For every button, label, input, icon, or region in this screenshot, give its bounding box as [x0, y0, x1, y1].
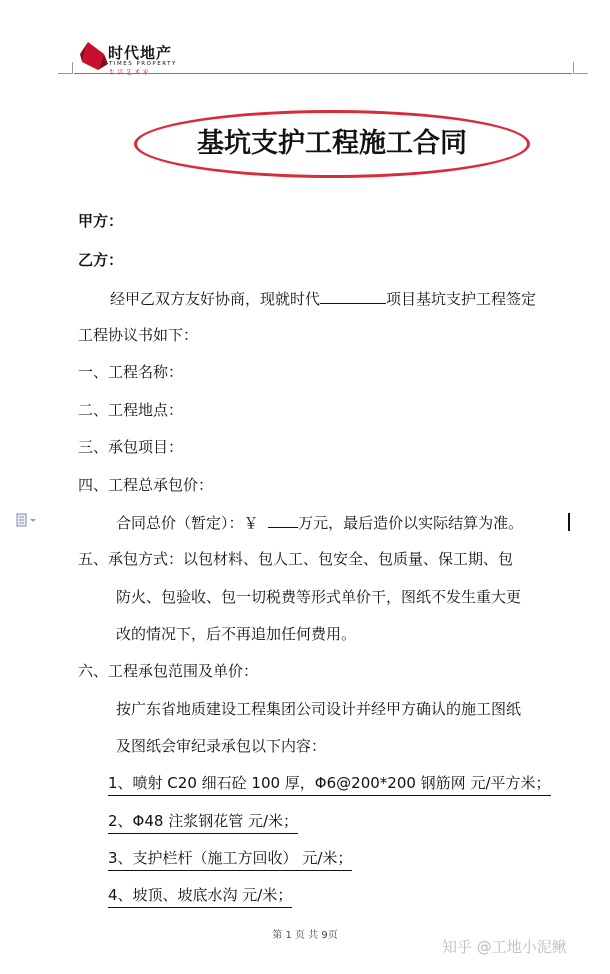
intro-text-1: 经甲乙双方友好协商，现就时代	[110, 290, 321, 308]
scope-item-4	[108, 885, 292, 908]
item-5-line-3: 改的情况下，后不再追加任何费用。	[116, 625, 357, 643]
item-2-project-location: 二、工程地点：	[78, 401, 184, 419]
item-4-total-price: 四、工程总承包价：	[78, 476, 214, 494]
intro-text-2: 项目基坑支护工程签定	[386, 290, 537, 308]
item-3-contract-items: 三、承包项目：	[78, 438, 184, 456]
logo-mark-icon	[78, 40, 112, 74]
scope-item-3	[108, 848, 352, 871]
scope-item-3-text: 3、支护栏杆（施工方回收） 元/米；	[108, 848, 352, 871]
document-title: 基坑支护工程施工合同	[197, 128, 467, 159]
party-a-label: 甲方：	[78, 212, 124, 230]
contract-price-line	[116, 512, 523, 533]
company-logo	[78, 40, 228, 76]
item-5-line-1: 五、承包方式：以包材料、包人工、包安全、包质量、保工期、包	[78, 550, 514, 568]
party-b-label: 乙方：	[78, 251, 124, 269]
item-5-line-2: 防火、包验收、包一切税费等形式单价干，图纸不发生重大更	[116, 588, 522, 606]
margin-corner-right	[573, 62, 588, 74]
scope-item-4-text: 4、坡顶、坡底水沟 元/米；	[108, 885, 292, 908]
intro-line-1	[110, 288, 536, 309]
item-6-paragraph-2: 及图纸会审纪录承包以下内容：	[116, 737, 327, 755]
item-6-paragraph-1: 按广东省地质建设工程集团公司设计并经甲方确认的施工图纸	[116, 700, 522, 718]
text-cursor	[568, 513, 570, 531]
item-6-heading: 六、工程承包范围及单价：	[78, 662, 259, 680]
scope-item-1-text: 1、喷射 C20 细石砼 100 厚，Φ6@200*200 钢筋网 元/平方米；	[108, 773, 551, 796]
header-rule	[74, 73, 572, 74]
page-number-label: 第 1 页 共 9页	[272, 930, 338, 941]
contract-price-text-1: 合同总价（暂定）：￥	[116, 514, 259, 532]
contract-price-text-2: 万元，最后造价以实际结算为准。	[298, 514, 524, 532]
logo-chinese-text: 时代地产	[108, 44, 173, 62]
project-name-blank[interactable]	[320, 288, 386, 304]
scope-item-1	[108, 773, 551, 796]
logo-english-text: TIMES PROPERTY	[109, 61, 177, 67]
watermark: 知乎 @工地小泥鳅	[442, 938, 567, 956]
intro-line-2: 工程协议书如下：	[78, 326, 199, 344]
scope-item-2-text: 2、Φ48 注浆钢花管 元/米；	[108, 811, 298, 834]
item-1-project-name: 一、工程名称：	[78, 363, 184, 381]
contract-price-blank[interactable]	[268, 512, 298, 528]
paragraph-options-icon[interactable]	[16, 513, 38, 527]
margin-corner-left	[58, 62, 73, 74]
logo-slogan-text: 生活艺术家	[109, 70, 152, 76]
scope-item-2	[108, 811, 298, 834]
